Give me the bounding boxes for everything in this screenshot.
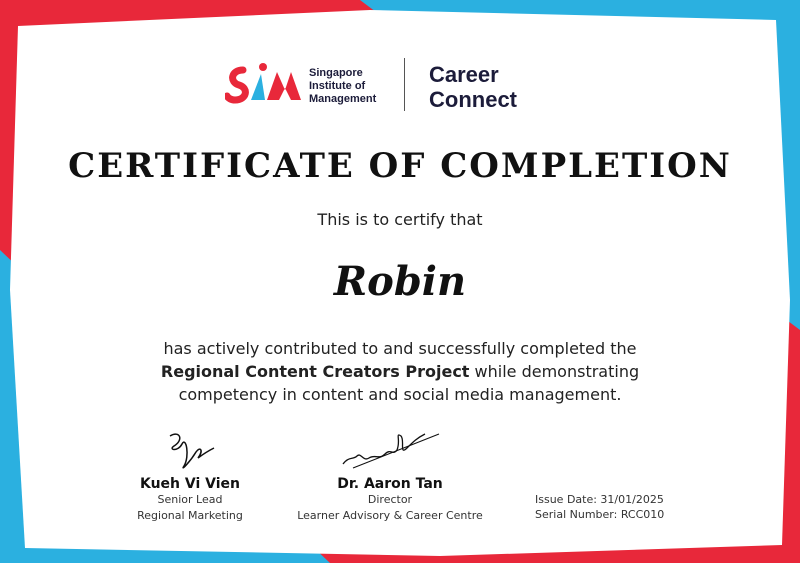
signatory-2 (285, 426, 495, 524)
body-intro: has actively contributed to and successfully completed the (163, 339, 637, 358)
institution-line-3: Management (309, 93, 377, 105)
recipient-name: Robin (333, 258, 467, 305)
serial-number: Serial Number: RCC010 (535, 508, 665, 521)
certificate-title: CERTIFICATE OF COMPLETION (68, 146, 732, 186)
signatory-1-name: Kueh Vi Vien (139, 476, 241, 492)
product-line-1: Career (429, 62, 499, 87)
signatory-1 (110, 426, 270, 524)
signatory-1-role-line-1: Senior Lead (157, 493, 223, 506)
sim-logo-mark (225, 60, 303, 108)
signatory-2-name: Dr. Aaron Tan (337, 476, 443, 492)
logo-divider (404, 58, 405, 111)
certify-line: This is to certify that (317, 210, 483, 229)
project-name: Regional Content Creators Project (160, 362, 470, 381)
certificate-body (120, 337, 680, 406)
header-logo (225, 58, 545, 114)
career-connect-wordmark (429, 62, 517, 112)
institution-name (309, 67, 376, 106)
signatory-2-role-line-2: Learner Advisory & Career Centre (297, 509, 483, 522)
signatory-2-role-line-1: Director (367, 493, 413, 506)
institution-line-2: Institute of (309, 80, 366, 92)
issue-details (535, 492, 664, 522)
institution-line-1: Singapore (309, 67, 363, 79)
body-mid: while demonstrating (469, 362, 640, 381)
issue-date: Issue Date: 31/01/2025 (535, 493, 664, 506)
signature-2-image (335, 426, 445, 474)
signatory-1-role-line-2: Regional Marketing (137, 509, 243, 522)
body-end: competency in content and social media management. (178, 385, 622, 404)
signature-1-image (160, 426, 220, 474)
product-line-2: Connect (429, 87, 517, 112)
